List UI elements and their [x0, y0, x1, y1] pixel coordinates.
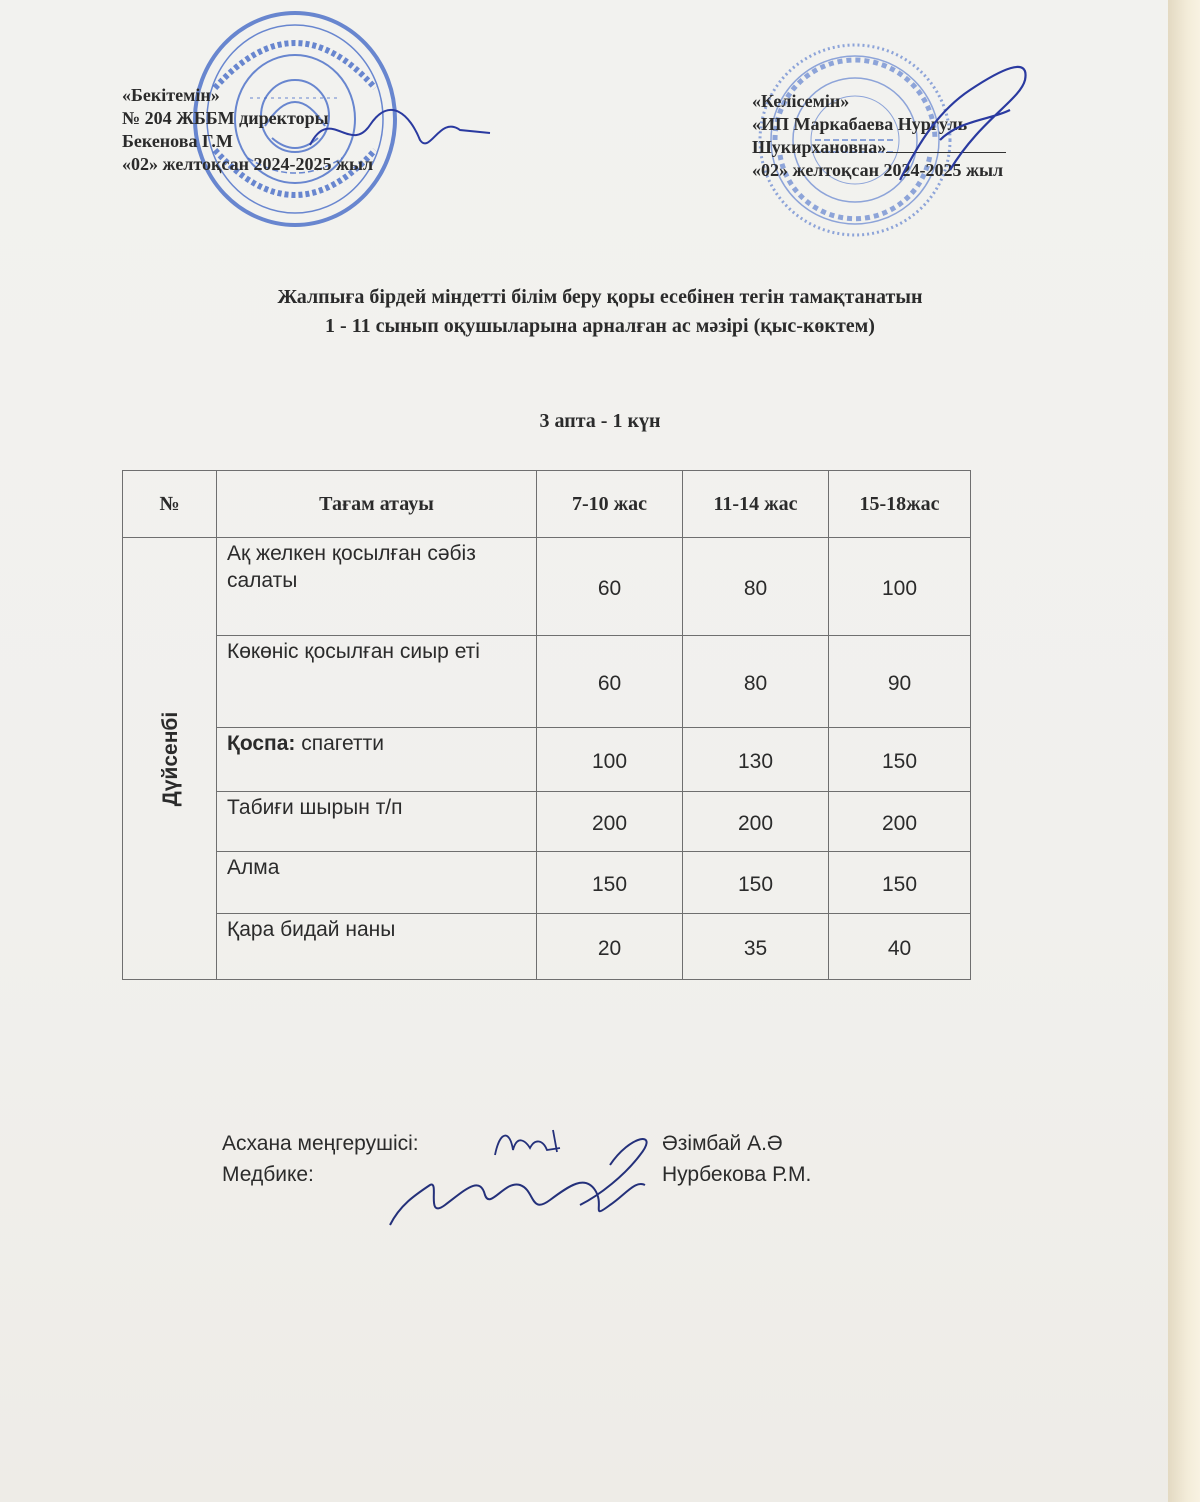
- dish-cell: [217, 728, 537, 792]
- portion-15-18: 150: [829, 728, 971, 792]
- dish-cell: Алма: [217, 852, 537, 914]
- entrepreneur-signature: [880, 50, 1050, 200]
- director-signature: [300, 95, 500, 165]
- dish-cell: Қара бидай наны: [217, 914, 537, 980]
- approval-right-name: Шукирхановна»: [752, 137, 887, 157]
- portion-7-10: 60: [537, 636, 683, 728]
- dish-cell: Табиғи шырын т/п: [217, 792, 537, 852]
- col-header-age-7-10: 7-10 жас: [537, 471, 683, 538]
- day-label: Дүйсенбі: [159, 711, 183, 806]
- dish-cell: Көкөніс қосылған сиыр еті: [217, 636, 537, 728]
- col-header-age-11-14: 11-14 жас: [683, 471, 829, 538]
- portion-15-18: 100: [829, 538, 971, 636]
- portion-7-10: 200: [537, 792, 683, 852]
- table-header-row: [123, 471, 971, 538]
- approval-left-heading: «Бекітемін»: [122, 85, 220, 105]
- portion-11-14: 80: [683, 538, 829, 636]
- portion-15-18: 200: [829, 792, 971, 852]
- portion-7-10: 150: [537, 852, 683, 914]
- portion-11-14: 130: [683, 728, 829, 792]
- page-edge: [1168, 0, 1200, 1502]
- side-dish-label: Қоспа:: [227, 732, 296, 755]
- side-dish-name: спагетти: [295, 732, 384, 755]
- portion-11-14: 35: [683, 914, 829, 980]
- title-line-2: 1 - 11 сынып оқушыларына арналған ас мәзірі (қыс-көктем): [325, 315, 875, 337]
- portion-11-14: 150: [683, 852, 829, 914]
- canteen-manager-name: Әзімбай А.Ә: [662, 1132, 783, 1155]
- portion-11-14: 80: [683, 636, 829, 728]
- col-header-age-15-18: 15-18жас: [829, 471, 971, 538]
- nurse-role: Медбике:: [222, 1163, 314, 1186]
- table-row: [123, 728, 971, 792]
- portion-15-18: 40: [829, 914, 971, 980]
- title-line-1: Жалпыға бірдей міндетті білім беру қоры есебінен тегін тамақтанатын: [277, 286, 923, 308]
- portion-15-18: 90: [829, 636, 971, 728]
- approval-right-heading: «Келісемін»: [752, 91, 850, 111]
- dish-cell: Ақ желкен қосылған сәбіз салаты: [217, 538, 537, 636]
- document-title: [100, 283, 1100, 341]
- day-cell: [123, 538, 217, 980]
- table-row: [123, 914, 971, 980]
- approval-right-entity: «ИП Маркабаева Нургуль: [752, 114, 968, 134]
- approval-right-date: «02» желтоқсан 2024-2025 жыл: [752, 160, 1004, 180]
- table-row: [123, 852, 971, 914]
- nurse-name: Нурбекова Р.М.: [662, 1163, 812, 1186]
- portion-11-14: 200: [683, 792, 829, 852]
- approval-left-position: № 204 ЖББМ директоры: [122, 108, 329, 128]
- canteen-manager-role: Асхана меңгерушісі:: [222, 1132, 419, 1155]
- table-row: [123, 792, 971, 852]
- table-row: [123, 636, 971, 728]
- portion-7-10: 60: [537, 538, 683, 636]
- portion-7-10: 20: [537, 914, 683, 980]
- col-header-dish: Тағам атауы: [217, 471, 537, 538]
- portion-15-18: 150: [829, 852, 971, 914]
- nurse-signature: [370, 1125, 670, 1235]
- approval-left-date: «02» желтоқсан 2024-2025 жыл: [122, 154, 374, 174]
- approval-left-name: Бекенова Г.М: [122, 131, 233, 151]
- week-day-heading: 3 апта - 1 күн: [539, 410, 661, 432]
- portion-7-10: 100: [537, 728, 683, 792]
- table-row: [123, 538, 971, 636]
- menu-table: [122, 470, 971, 980]
- col-header-number: №: [123, 471, 217, 538]
